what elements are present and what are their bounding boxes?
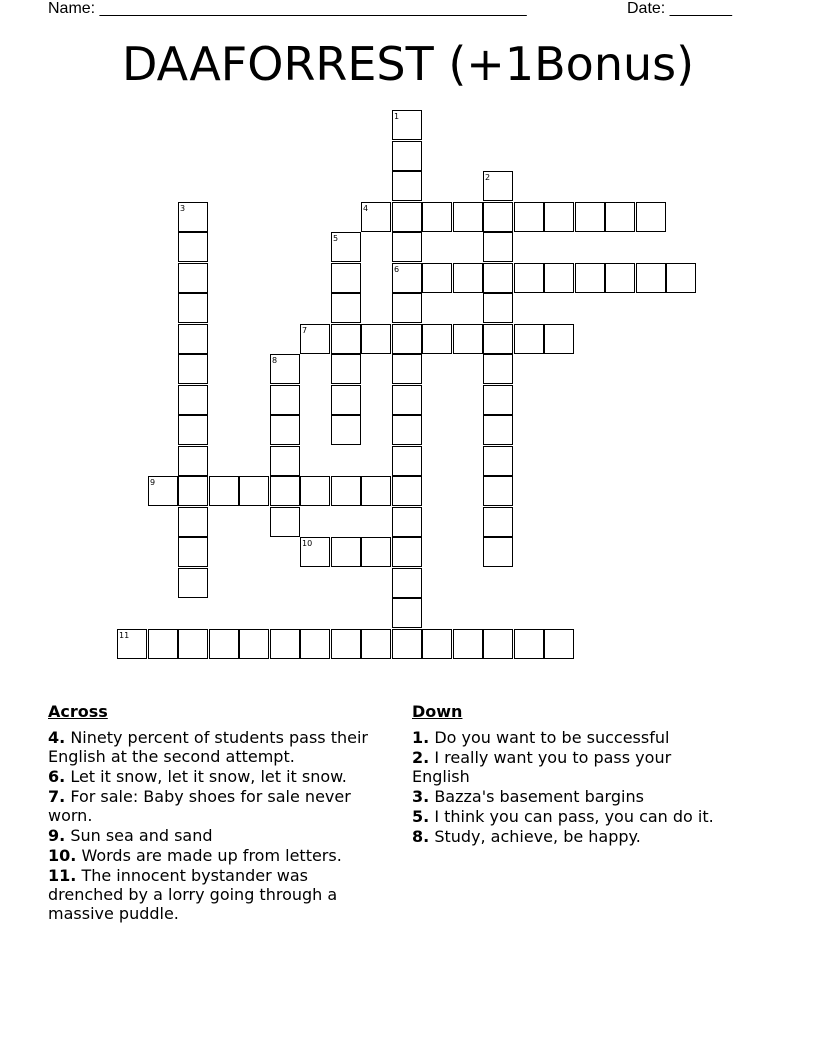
- crossword-cell[interactable]: [483, 507, 513, 537]
- clue-number-label: 10: [302, 539, 313, 548]
- crossword-cell[interactable]: [392, 537, 422, 567]
- clue-text: Sun sea and sand: [70, 826, 213, 845]
- crossword-cell[interactable]: [361, 324, 391, 354]
- crossword-cell[interactable]: [483, 476, 513, 506]
- clue-down-1: [412, 728, 772, 747]
- crossword-cell[interactable]: [514, 324, 544, 354]
- crossword-cell[interactable]: [392, 385, 422, 415]
- crossword-cell[interactable]: [270, 629, 300, 659]
- crossword-cell[interactable]: [331, 476, 361, 506]
- crossword-cell[interactable]: [331, 629, 361, 659]
- crossword-cell[interactable]: [666, 263, 696, 293]
- clue-number: 4.: [48, 728, 66, 747]
- clue-across-9: [48, 826, 393, 845]
- crossword-cell[interactable]: [636, 263, 666, 293]
- clue-number: 6.: [48, 767, 66, 786]
- clue-number: 11.: [48, 866, 77, 885]
- crossword-cell[interactable]: [300, 629, 330, 659]
- crossword-cell[interactable]: [422, 202, 452, 232]
- crossword-cell[interactable]: [422, 263, 452, 293]
- clue-number: 10.: [48, 846, 77, 865]
- clue-down-8: [412, 827, 772, 846]
- crossword-cell[interactable]: [392, 202, 422, 232]
- clue-text: I really want you to pass your English: [412, 748, 672, 786]
- down-clues: [412, 702, 772, 847]
- crossword-cell[interactable]: [636, 202, 666, 232]
- crossword-cell[interactable]: [270, 446, 300, 476]
- crossword-cell[interactable]: [270, 415, 300, 445]
- crossword-cell[interactable]: [178, 537, 208, 567]
- clue-text: Bazza's basement bargins: [434, 787, 644, 806]
- crossword-cell[interactable]: [392, 232, 422, 262]
- crossword-cell[interactable]: [544, 629, 574, 659]
- crossword-cell[interactable]: [178, 629, 208, 659]
- clue-text: Ninety percent of students pass their English at the second attempt.: [48, 728, 368, 766]
- clue-number-label: 4: [363, 204, 369, 213]
- clue-number: 9.: [48, 826, 66, 845]
- crossword-cell[interactable]: [605, 263, 635, 293]
- crossword-cell[interactable]: [178, 415, 208, 445]
- crossword-cell[interactable]: [270, 385, 300, 415]
- crossword-cell[interactable]: [453, 263, 483, 293]
- crossword-cell[interactable]: [392, 324, 422, 354]
- clue-across-6: [48, 767, 393, 786]
- clue-text: For sale: Baby shoes for sale never worn.: [48, 787, 351, 825]
- crossword-cell[interactable]: [331, 293, 361, 323]
- across-clues: [48, 702, 393, 924]
- clue-down-2: [412, 748, 712, 786]
- crossword-cell[interactable]: [331, 537, 361, 567]
- crossword-cell[interactable]: [392, 568, 422, 598]
- crossword-cell[interactable]: [544, 263, 574, 293]
- crossword-cell[interactable]: [331, 354, 361, 384]
- clue-down-5: [412, 807, 772, 826]
- crossword-cell[interactable]: [483, 446, 513, 476]
- crossword-cell[interactable]: [239, 629, 269, 659]
- crossword-cell[interactable]: [514, 629, 544, 659]
- date-field-label: Date: _______: [627, 0, 732, 17]
- crossword-cell[interactable]: [483, 263, 513, 293]
- clue-text: The innocent bystander was drenched by a lorry going through a massive puddle.: [48, 866, 338, 923]
- crossword-cell[interactable]: [392, 598, 422, 628]
- clue-across-7: [48, 787, 393, 825]
- crossword-cell[interactable]: [392, 293, 422, 323]
- clue-across-10: [48, 846, 393, 865]
- clue-number-label: 2: [485, 173, 491, 182]
- crossword-cell[interactable]: [392, 354, 422, 384]
- crossword-cell[interactable]: [178, 324, 208, 354]
- crossword-cell[interactable]: [514, 263, 544, 293]
- crossword-cell[interactable]: [392, 476, 422, 506]
- crossword-cell[interactable]: [544, 324, 574, 354]
- crossword-cell[interactable]: [483, 293, 513, 323]
- crossword-cell[interactable]: [331, 385, 361, 415]
- clue-number: 2.: [412, 748, 430, 767]
- crossword-cell[interactable]: [392, 629, 422, 659]
- clue-number: 7.: [48, 787, 66, 806]
- crossword-cell[interactable]: [361, 537, 391, 567]
- crossword-cell[interactable]: [331, 415, 361, 445]
- crossword-cell[interactable]: [483, 629, 513, 659]
- page-title: DAAFORREST (+1Bonus): [121, 37, 695, 91]
- crossword-cell[interactable]: [361, 629, 391, 659]
- crossword-cell[interactable]: [178, 232, 208, 262]
- crossword-cell[interactable]: [178, 385, 208, 415]
- crossword-cell[interactable]: [270, 476, 300, 506]
- crossword-cell[interactable]: [605, 202, 635, 232]
- clue-across-11: [48, 866, 373, 923]
- crossword-cell[interactable]: [392, 141, 422, 171]
- crossword-cell[interactable]: [178, 354, 208, 384]
- name-field-label: Name: ________________________________________________: [48, 0, 527, 17]
- crossword-cell[interactable]: [483, 537, 513, 567]
- clue-down-3: [412, 787, 772, 806]
- crossword-cell[interactable]: [300, 476, 330, 506]
- clue-text: Let it snow, let it snow, let it snow.: [70, 767, 347, 786]
- crossword-cell[interactable]: [483, 202, 513, 232]
- clue-number: 3.: [412, 787, 430, 806]
- clue-text: Study, achieve, be happy.: [434, 827, 641, 846]
- clue-text: I think you can pass, you can do it.: [434, 807, 714, 826]
- crossword-cell[interactable]: [483, 232, 513, 262]
- crossword-cell[interactable]: [178, 446, 208, 476]
- across-heading: Across: [48, 702, 108, 721]
- crossword-cell[interactable]: [575, 202, 605, 232]
- crossword-cell[interactable]: [209, 476, 239, 506]
- crossword-cell[interactable]: [575, 263, 605, 293]
- crossword-cell[interactable]: [178, 507, 208, 537]
- crossword-cell[interactable]: [453, 629, 483, 659]
- crossword-cell[interactable]: [178, 568, 208, 598]
- crossword-cell[interactable]: [483, 324, 513, 354]
- crossword-cell[interactable]: [392, 446, 422, 476]
- clue-number-label: 7: [302, 326, 308, 335]
- clue-number-label: 6: [394, 265, 400, 274]
- clue-number: 5.: [412, 807, 430, 826]
- crossword-cell[interactable]: [331, 263, 361, 293]
- clue-across-4: [48, 728, 393, 766]
- crossword-cell[interactable]: [392, 507, 422, 537]
- crossword-cell[interactable]: [514, 202, 544, 232]
- crossword-cell[interactable]: [270, 507, 300, 537]
- crossword-cell[interactable]: [453, 202, 483, 232]
- clue-number: 8.: [412, 827, 430, 846]
- crossword-cell[interactable]: [178, 263, 208, 293]
- crossword-cell[interactable]: [209, 629, 239, 659]
- crossword-cell[interactable]: [361, 476, 391, 506]
- crossword-cell[interactable]: [483, 354, 513, 384]
- down-heading: Down: [412, 702, 463, 721]
- clue-number-label: 1: [394, 112, 400, 121]
- clue-number: 1.: [412, 728, 430, 747]
- clue-text: Do you want to be successful: [434, 728, 670, 747]
- clue-number-label: 11: [119, 631, 130, 640]
- crossword-cell[interactable]: [392, 171, 422, 201]
- crossword-cell[interactable]: [178, 476, 208, 506]
- clue-text: Words are made up from letters.: [81, 846, 342, 865]
- crossword-cell[interactable]: [544, 202, 574, 232]
- crossword-cell[interactable]: [422, 629, 452, 659]
- crossword-cell[interactable]: [178, 293, 208, 323]
- crossword-cell[interactable]: [392, 415, 422, 445]
- clue-number-label: 8: [272, 356, 278, 365]
- crossword-cell[interactable]: [422, 324, 452, 354]
- clue-number-label: 9: [150, 478, 156, 487]
- crossword-cell[interactable]: [483, 415, 513, 445]
- clue-number-label: 3: [180, 204, 186, 213]
- clue-number-label: 5: [333, 234, 339, 243]
- crossword-cell[interactable]: [148, 629, 178, 659]
- crossword-cell[interactable]: [239, 476, 269, 506]
- crossword-cell[interactable]: [483, 385, 513, 415]
- crossword-cell[interactable]: [331, 324, 361, 354]
- crossword-cell[interactable]: [453, 324, 483, 354]
